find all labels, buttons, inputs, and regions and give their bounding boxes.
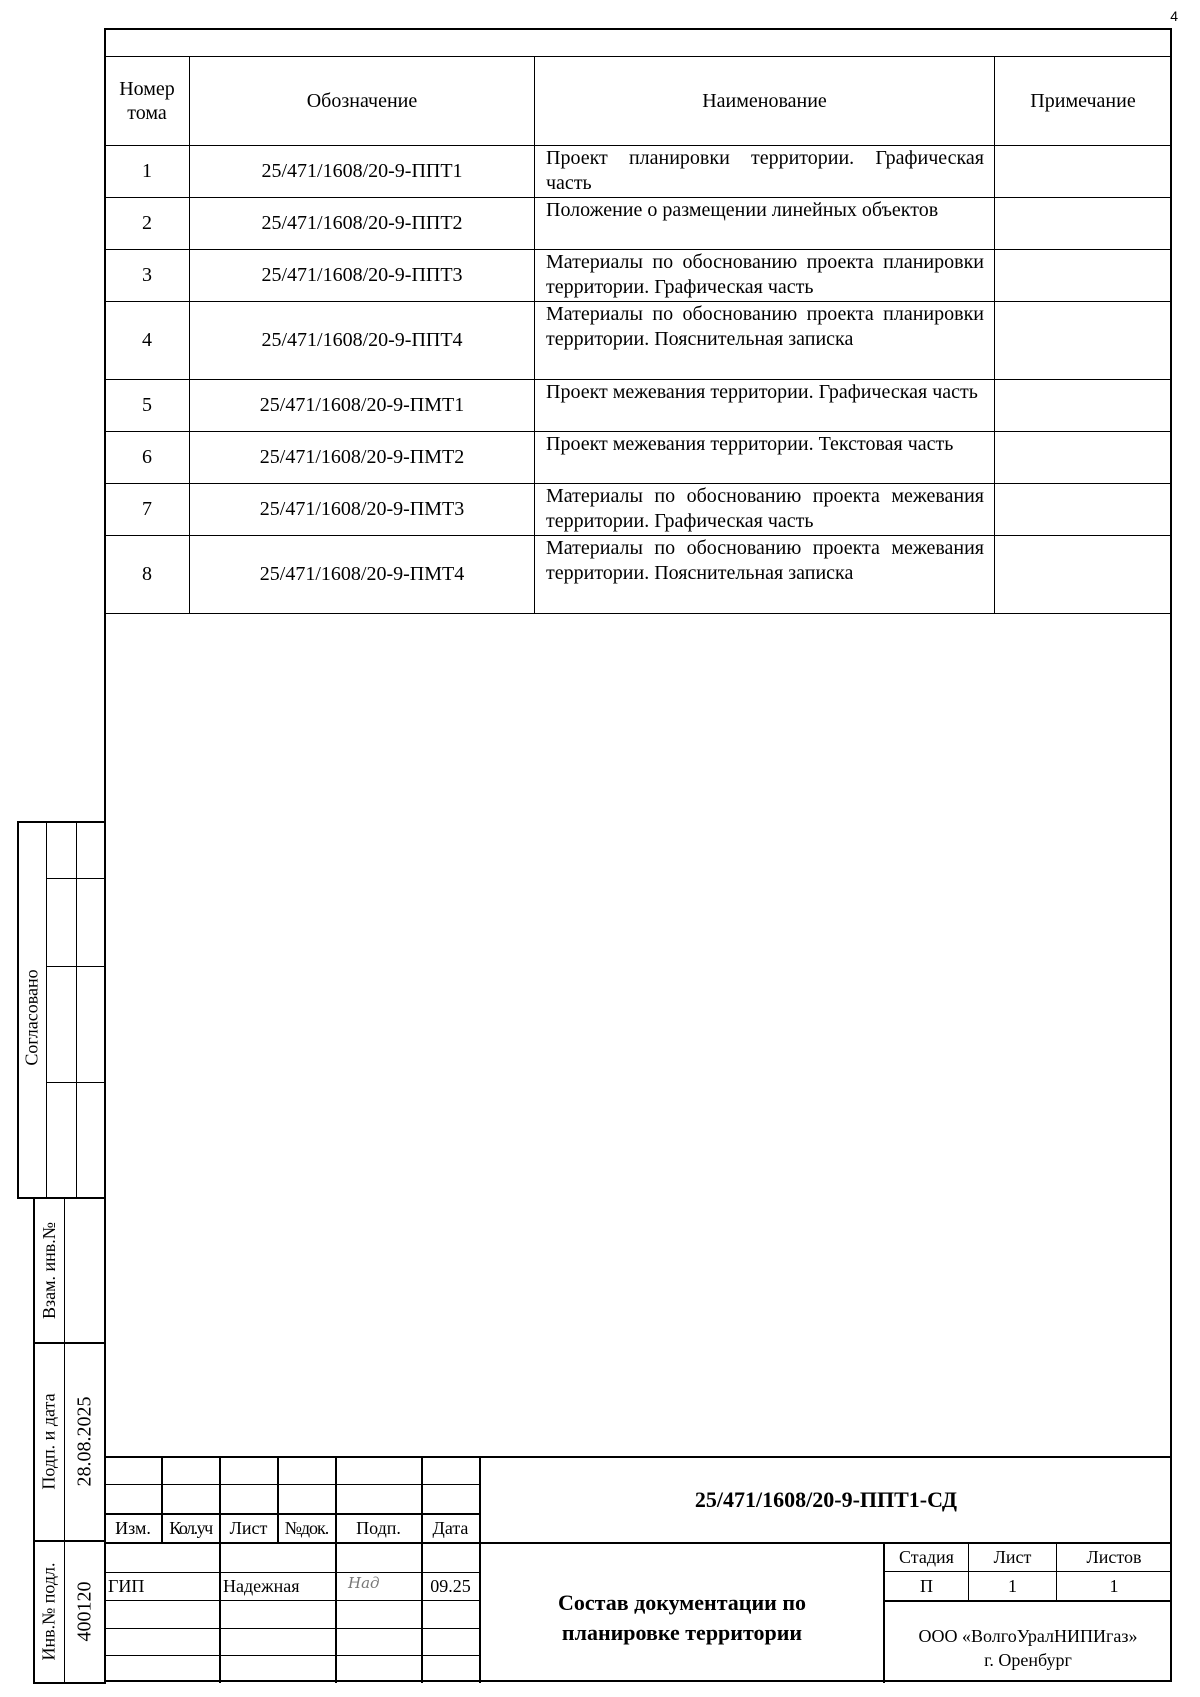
- header-designation: Обозначение: [306, 89, 418, 112]
- col-izm: Изм.: [115, 1517, 151, 1538]
- row-note: [995, 146, 1171, 197]
- sign-date-label: Подп. и дата: [38, 1393, 59, 1490]
- page-number: 4: [1170, 8, 1178, 24]
- row-designation: 25/471/1608/20-9-ПМТ2: [259, 446, 465, 468]
- row-volume: 3: [142, 264, 152, 286]
- row-note: [995, 432, 1171, 483]
- row-designation: 25/471/1608/20-9-ППТ1: [261, 160, 463, 182]
- role-label: ГИП: [108, 1576, 145, 1596]
- row-note: [995, 198, 1171, 249]
- col-data: Дата: [432, 1517, 469, 1538]
- sheets-value: 1: [1109, 1575, 1119, 1596]
- row-name: Проект межевания территории. Графическая часть: [546, 381, 978, 403]
- row-note: [995, 380, 1171, 431]
- row-name: Материалы по обоснованию проекта межевания территории. Графическая часть: [546, 485, 984, 532]
- header-note: Примечание: [1030, 89, 1136, 112]
- row-designation: 25/471/1608/20-9-ППТ2: [261, 212, 463, 234]
- col-podp: Подп.: [356, 1517, 401, 1538]
- sheets-label: Листов: [1086, 1547, 1142, 1567]
- row-name: Материалы по обоснованию проекта межевания территории. Пояснительная записка: [546, 537, 984, 584]
- row-name: Материалы по обоснованию проекта планировки территории. Пояснительная записка: [546, 303, 984, 350]
- sheet-label: Лист: [993, 1547, 1032, 1567]
- row-designation: 25/471/1608/20-9-ПМТ3: [259, 498, 465, 520]
- sign-date: 09.25: [430, 1576, 471, 1596]
- replaced-inv-label: Взам. инв.№: [38, 1222, 59, 1319]
- row-name: Проект межевания территории. Текстовая часть: [546, 433, 954, 455]
- row-note: [995, 250, 1171, 301]
- row-designation: 25/471/1608/20-9-ППТ4: [261, 329, 463, 351]
- document-title: Состав документации по планировке территории: [557, 1590, 806, 1645]
- row-note: [995, 536, 1171, 613]
- col-list: Лист: [229, 1517, 268, 1538]
- row-volume: 5: [142, 394, 152, 416]
- row-volume: 7: [142, 498, 152, 520]
- agreed-label: Согласовано: [21, 969, 42, 1066]
- stage-label: Стадия: [899, 1547, 954, 1567]
- inv-orig-label: Инв.№ подл.: [38, 1562, 59, 1661]
- stage-value: П: [920, 1575, 933, 1596]
- person-name: Надежная: [223, 1576, 300, 1596]
- row-name: Проект планировки территории. Графическая часть: [546, 147, 984, 194]
- header-volume: Номер тома: [119, 78, 175, 124]
- row-note: [995, 302, 1171, 379]
- row-note: [995, 484, 1171, 535]
- sign-date-value: 28.08.2025: [73, 1396, 96, 1487]
- row-designation: 25/471/1608/20-9-ПМТ1: [259, 394, 465, 416]
- row-volume: 1: [142, 160, 152, 182]
- row-name: Положение о размещении линейных объектов: [546, 199, 939, 221]
- document-code: 25/471/1608/20-9-ППТ1-СД: [694, 1486, 958, 1512]
- row-name: Материалы по обоснованию проекта планировки территории. Графическая часть: [546, 251, 984, 298]
- organization: ООО «ВолгоУралНИПИгаз» г. Оренбург: [918, 1626, 1138, 1670]
- col-ndok: №док.: [284, 1517, 329, 1538]
- row-volume: 8: [142, 563, 152, 585]
- row-designation: 25/471/1608/20-9-ПМТ4: [259, 563, 465, 585]
- row-volume: 2: [142, 212, 152, 234]
- sheet-value: 1: [1008, 1575, 1017, 1596]
- row-volume: 6: [142, 446, 152, 468]
- header-name: Наименование: [702, 89, 827, 112]
- inv-orig-value: 400120: [73, 1581, 96, 1642]
- row-designation: 25/471/1608/20-9-ППТ3: [261, 264, 463, 286]
- signature: Над: [348, 1574, 380, 1592]
- row-volume: 4: [142, 329, 152, 351]
- col-koluch: Кол.уч: [169, 1517, 212, 1538]
